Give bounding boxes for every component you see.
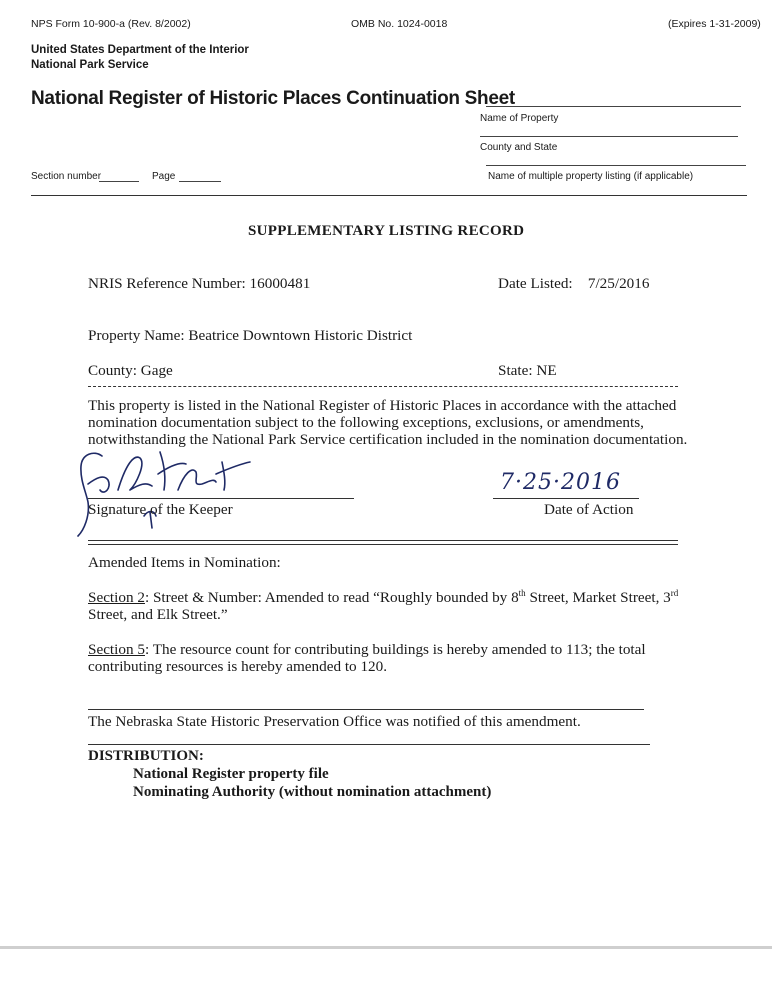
form-title: National Register of Historic Places Continuation Sheet xyxy=(31,88,515,109)
property-name-value: Beatrice Downtown Historic District xyxy=(188,327,413,344)
state xyxy=(498,362,557,379)
signature-label: Signature of the Keeper xyxy=(88,501,233,518)
header-divider xyxy=(31,195,747,196)
name-of-property-line xyxy=(486,106,741,107)
section-5-text: : The resource count for contributing buildings is hereby amended to 113; the total contributing resources is hereby amended to 120. xyxy=(88,641,646,675)
multiple-listing-label: Name of multiple property listing (if applicable) xyxy=(488,171,694,182)
distribution-heading: DISTRIBUTION: xyxy=(88,748,204,764)
section-number-label: Section number xyxy=(31,171,102,182)
section-2-text-b: Street, Market Street, 3 xyxy=(525,589,671,606)
property-name xyxy=(88,327,412,344)
shpo-notification: The Nebraska State Historic Preservation Office was notified of this amendment. xyxy=(88,713,581,730)
property-name-label: Property Name: xyxy=(88,327,185,344)
record-heading: SUPPLEMENTARY LISTING RECORD xyxy=(248,223,525,239)
date-of-action-line xyxy=(493,498,639,499)
date-of-action-label: Date of Action xyxy=(544,501,634,518)
date-listed-value: 7/25/2016 xyxy=(587,275,650,292)
nris-reference xyxy=(88,275,310,292)
form-number: NPS Form 10-900-a (Rev. 8/2002) xyxy=(31,18,191,30)
double-divider xyxy=(88,540,678,545)
state-label: State: xyxy=(498,362,533,379)
amended-items-heading: Amended Items in Nomination: xyxy=(88,554,281,571)
section-5-label: Section 5 xyxy=(88,641,145,658)
section-5-amendment xyxy=(88,641,688,675)
section-2-sup-b: rd xyxy=(670,587,679,598)
state-value: NE xyxy=(536,362,557,379)
multiple-listing-line xyxy=(486,165,746,166)
page-bottom-edge xyxy=(0,946,772,949)
distribution-item: Nominating Authority (without nomination attachment) xyxy=(133,784,492,800)
notification-top-line xyxy=(88,709,644,710)
page-number-blank xyxy=(179,181,221,182)
page-label: Page xyxy=(152,171,176,182)
notification-bottom-line xyxy=(88,744,650,745)
date-listed-label: Date Listed: xyxy=(498,275,573,292)
nris-value: 16000481 xyxy=(249,275,311,292)
listing-statement: This property is listed in the National Register of Historic Places in accordance with the attached nomination documentation subject to the following exceptions, exclusions, or amendments, notwithstanding the National Park Service certification included in the nomination documentation. xyxy=(88,397,688,448)
section-2-text-a: : Street & Number: Amended to read “Roughly bounded by 8 xyxy=(144,589,519,606)
section-2-label: Section 2 xyxy=(88,589,145,606)
county xyxy=(88,362,173,379)
county-state-line xyxy=(480,136,738,137)
dashed-divider xyxy=(88,386,678,387)
section-2-sup-a: th xyxy=(518,587,526,598)
section-2-amendment xyxy=(88,589,688,623)
expiration-date: (Expires 1-31-2009) xyxy=(668,18,761,30)
name-of-property-label: Name of Property xyxy=(480,113,559,124)
keeper-signature xyxy=(74,444,264,540)
distribution-item: National Register property file xyxy=(133,766,329,782)
signature-line xyxy=(88,498,354,499)
nris-label: NRIS Reference Number: xyxy=(88,275,246,292)
county-state-label: County and State xyxy=(480,142,558,153)
county-label: County: xyxy=(88,362,137,379)
date-listed xyxy=(498,275,649,292)
section-2-text-c: Street, and Elk Street.” xyxy=(88,606,228,623)
department-name: United States Department of the Interior xyxy=(31,44,249,56)
date-of-action-handwritten: 7·25·2016 xyxy=(500,470,621,495)
section-number-blank xyxy=(99,181,139,182)
county-value: Gage xyxy=(140,362,173,379)
omb-number: OMB No. 1024-0018 xyxy=(351,18,448,30)
service-name: National Park Service xyxy=(31,59,149,71)
